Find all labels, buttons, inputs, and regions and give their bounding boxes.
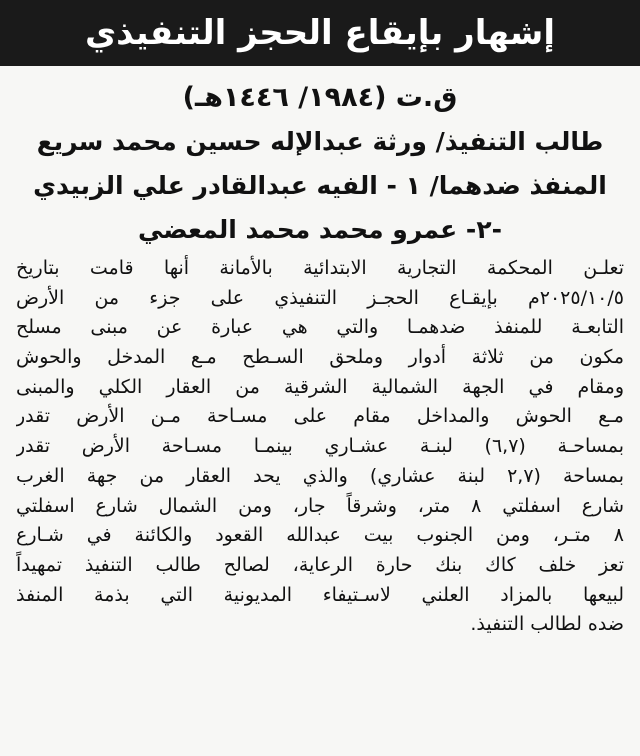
case-number: ق.ت (١٩٨٤/ ١٤٤٦هـ) [182, 82, 458, 113]
title-banner [0, 0, 640, 66]
notice-title: إشهار بإيقاع الحجز التنفيذي [84, 13, 556, 53]
body-line: شارع اسفلتي ٨ متر، وشرقاً جار، ومن الشمال شارع اسفلتي [16, 494, 624, 517]
body-line: تعلـن المحكمة التجارية الابتدائية بالأمانة أنها قامت بتاريخ [16, 257, 624, 279]
notice-body [16, 254, 624, 640]
case-details [24, 76, 616, 252]
body-line: التابعـة للمنفذ ضدهمـا والتي هي عبارة عن مبنى مسلح [16, 316, 624, 339]
body-line: لبيعها بالمزاد العلني لاسـتيفاء المديونية التي بذمة المنفذ [16, 583, 624, 606]
body-line: تعز خلف كاك بنك حارة الرعاية، لصالح طالب التنفيذ تمهيداً [16, 553, 624, 576]
body-line: بمساحة (٢,٧ لبنة عشاري) والذي يحد العقار من جهة الغرب [16, 464, 624, 487]
body-line: مكون من ثلاثة أدوار وملحق السـطح مـع المدخل والحوش [16, 346, 624, 369]
respondent-line-1: المنفذ ضدهما/ ١ - الفيه عبدالقادر علي الزبيدي [33, 171, 607, 200]
body-line: مـع الحوش والمداخل مقام على مسـاحة مـن الأرض تقدر [16, 405, 624, 428]
body-line: ٨ متـر، ومن الجنوب بيت عبدالله القعود والكائنة في شـارع [16, 524, 624, 547]
respondent-line-2: -٢- عمرو محمد محمد المعضي [138, 215, 502, 244]
body-line: ومقام في الجهة الشمالية الشرقية من العقار الكلي والمبنى [16, 375, 624, 398]
body-line: ٢٠٢٥/١٠/٥م بإيقـاع الحجـز التنفيذي على جزء من الأرض [16, 286, 624, 309]
body-line: بمساحـة (٦,٧) لبنـة عشـاري بينمـا مسـاحة الأرض تقدر [16, 435, 624, 458]
applicant-line: طالب التنفيذ/ ورثة عبدالإله حسين محمد سريع [36, 127, 604, 156]
body-line: ضده لطالب التنفيذ. [470, 613, 624, 636]
